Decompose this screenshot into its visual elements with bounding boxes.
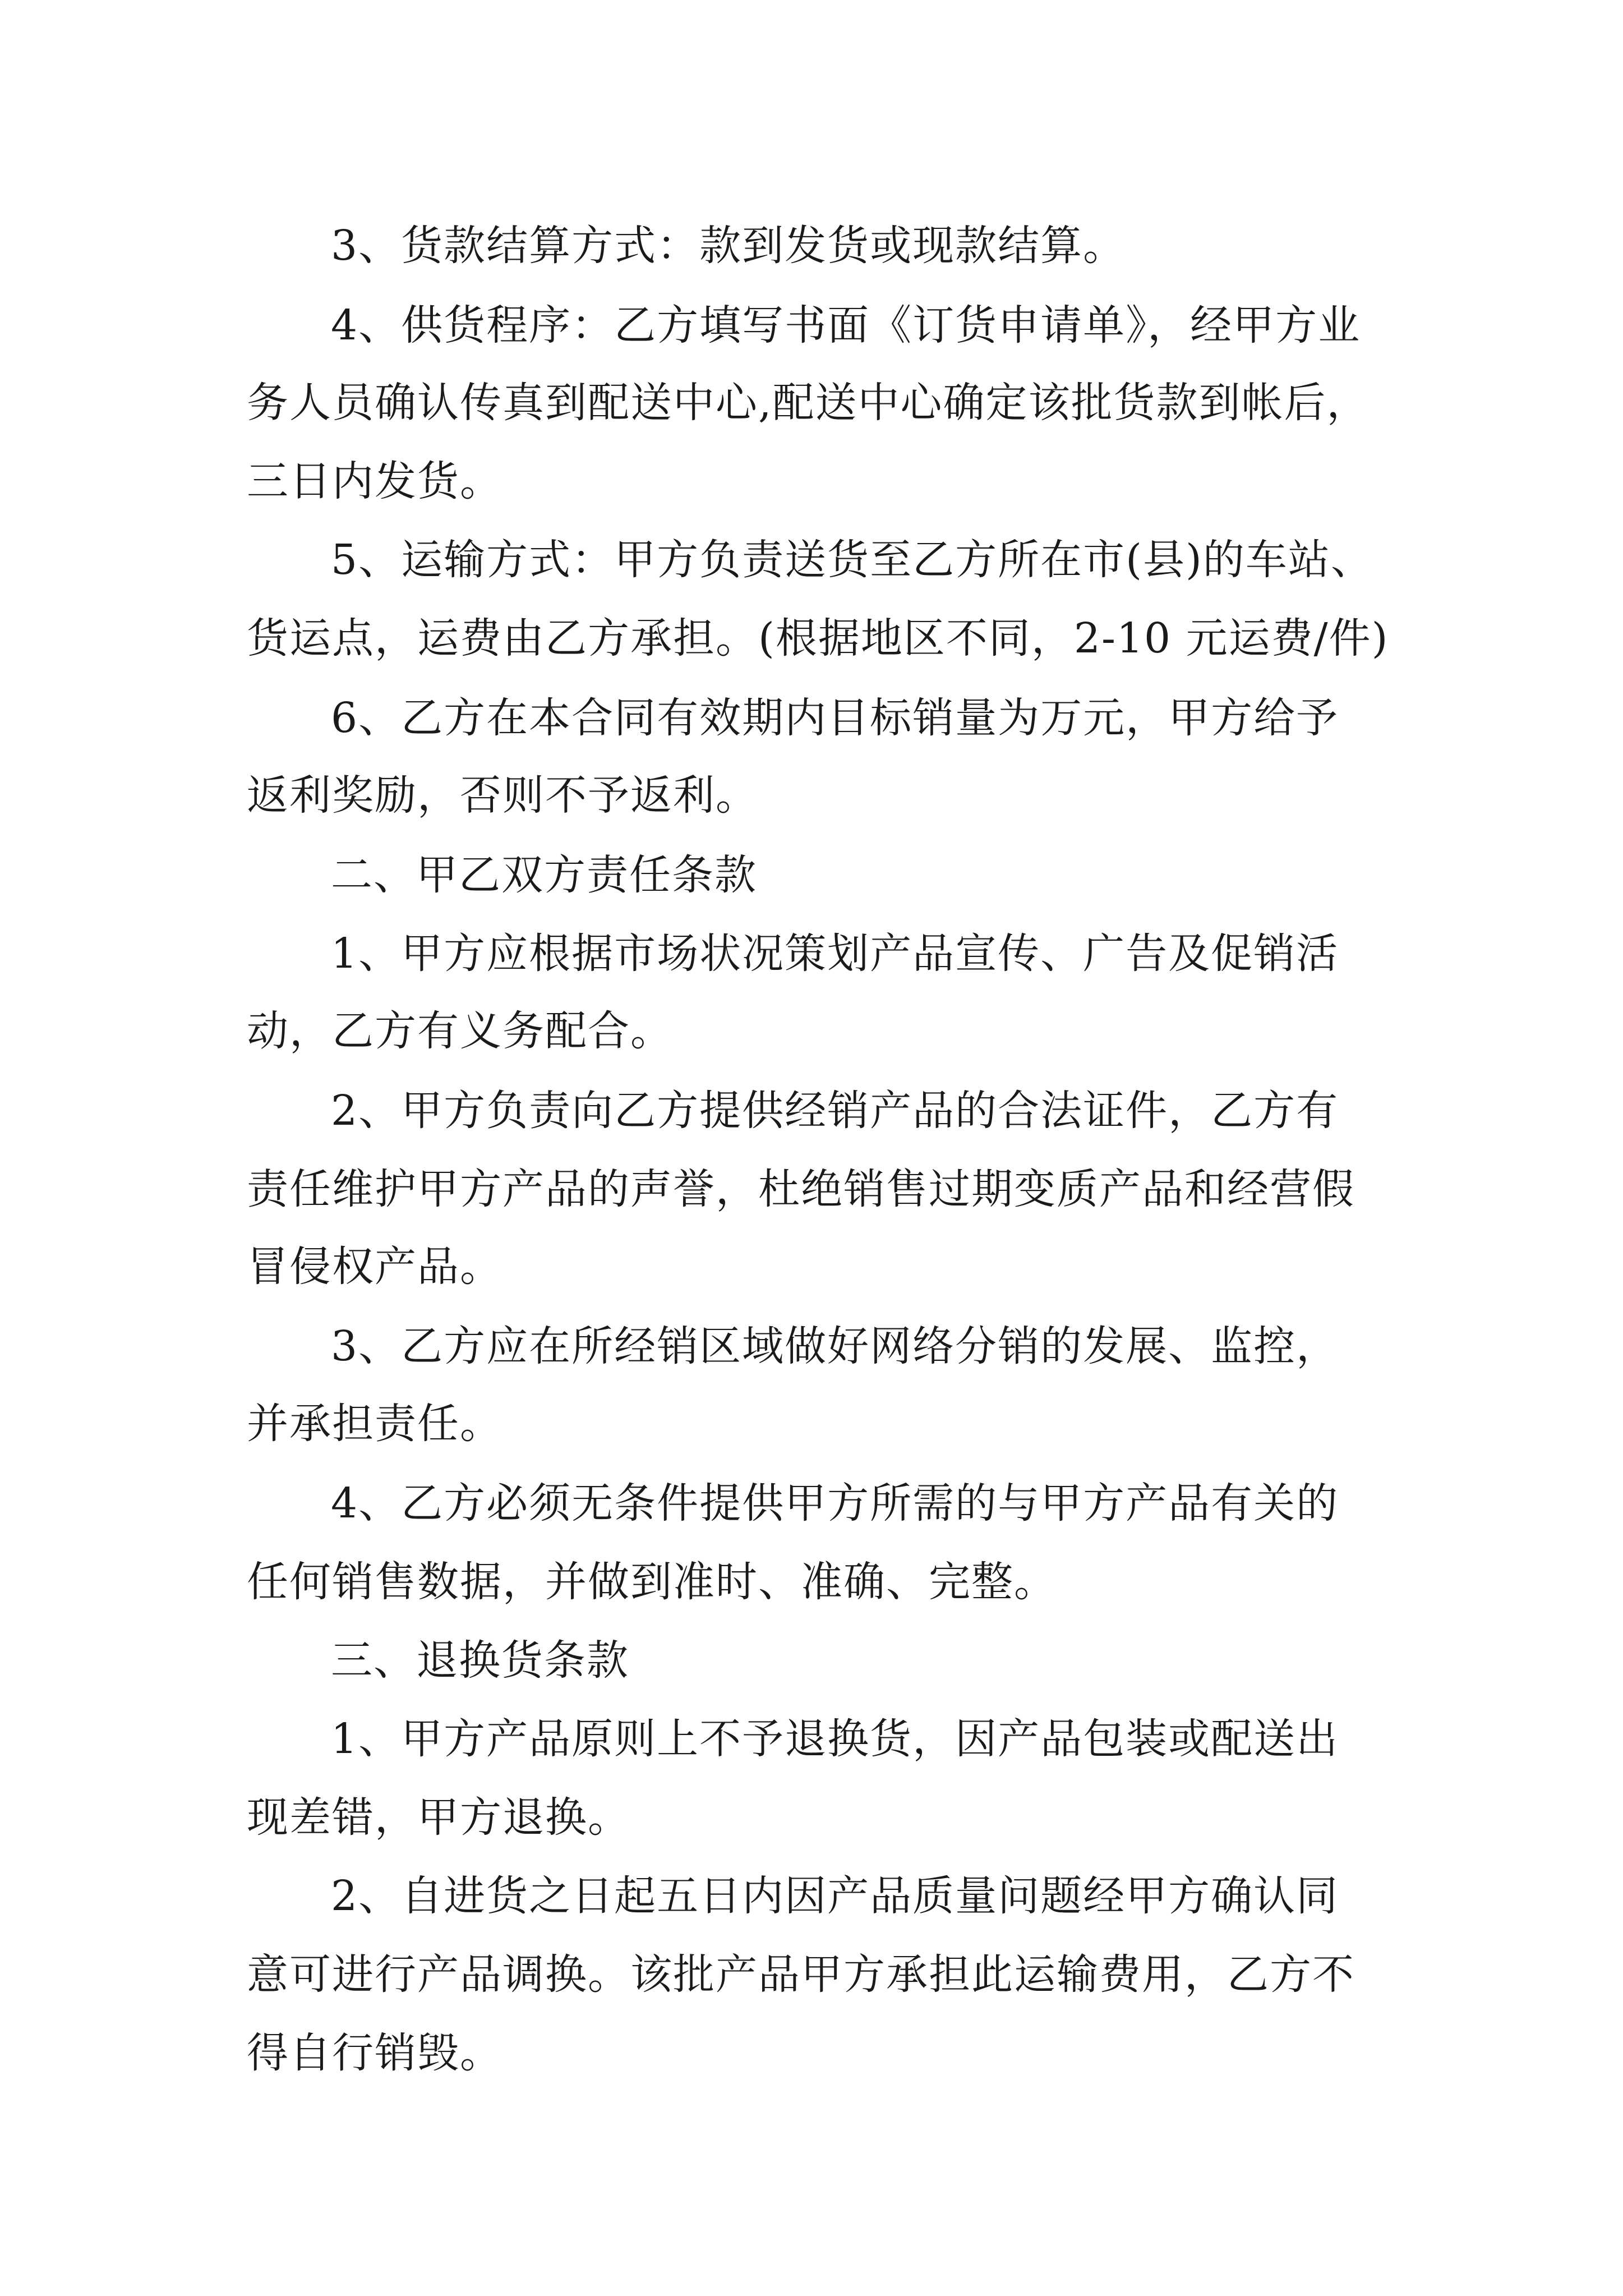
- text-line: 意可进行产品调换。该批产品甲方承担此运输费用，乙方不: [247, 1950, 1355, 1999]
- section-heading: 二、甲乙双方责任条款: [331, 851, 757, 899]
- text-line: 得自行销毁。: [247, 2029, 502, 2077]
- text-line: 2、甲方负责向乙方提供经销产品的合法证件，乙方有: [331, 1087, 1339, 1135]
- text-line: 5、运输方式：甲方负责送货至乙方所在市(县)的车站、: [331, 536, 1373, 584]
- text-line: 动，乙方有义务配合。: [247, 1007, 673, 1055]
- text-line: 1、甲方应根据市场状况策划产品宣传、广告及促销活: [331, 930, 1339, 978]
- text-line: 责任维护甲方产品的声誉，杜绝销售过期变质产品和经营假: [247, 1165, 1355, 1213]
- text-line: 1、甲方产品原则上不予退换货，因产品包装或配送出: [331, 1715, 1339, 1763]
- text-line: 现差错，甲方退换。: [247, 1793, 630, 1842]
- section-heading: 三、退换货条款: [331, 1636, 629, 1685]
- text-line: 并承担责任。: [247, 1400, 502, 1448]
- text-line: 3、乙方应在所经销区域做好网络分销的发展、监控，: [331, 1322, 1339, 1370]
- text-line: 货运点，运费由乙方承担。(根据地区不同，2-10 元运费/件): [247, 614, 1389, 662]
- text-line: 返利奖励，否则不予返利。: [247, 771, 758, 820]
- text-line: 务人员确认传真到配送中心,配送中心确定该批货款到帐后，: [247, 379, 1370, 427]
- text-line: 冒侵权产品。: [247, 1243, 502, 1291]
- text-line: 任何销售数据，并做到准时、准确、完整。: [247, 1558, 1057, 1606]
- text-line: 4、供货程序：乙方填写书面《订货申请单》，经甲方业: [331, 301, 1361, 349]
- text-line: 3、货款结算方式：款到发货或现款结算。: [331, 222, 1126, 270]
- text-line: 4、乙方必须无条件提供甲方所需的与甲方产品有关的: [331, 1479, 1339, 1527]
- text-line: 6、乙方在本合同有效期内目标销量为万元，甲方给予: [331, 694, 1339, 742]
- text-line: 三日内发货。: [247, 457, 502, 505]
- text-line: 2、自进货之日起五日内因产品质量问题经甲方确认同: [331, 1872, 1339, 1920]
